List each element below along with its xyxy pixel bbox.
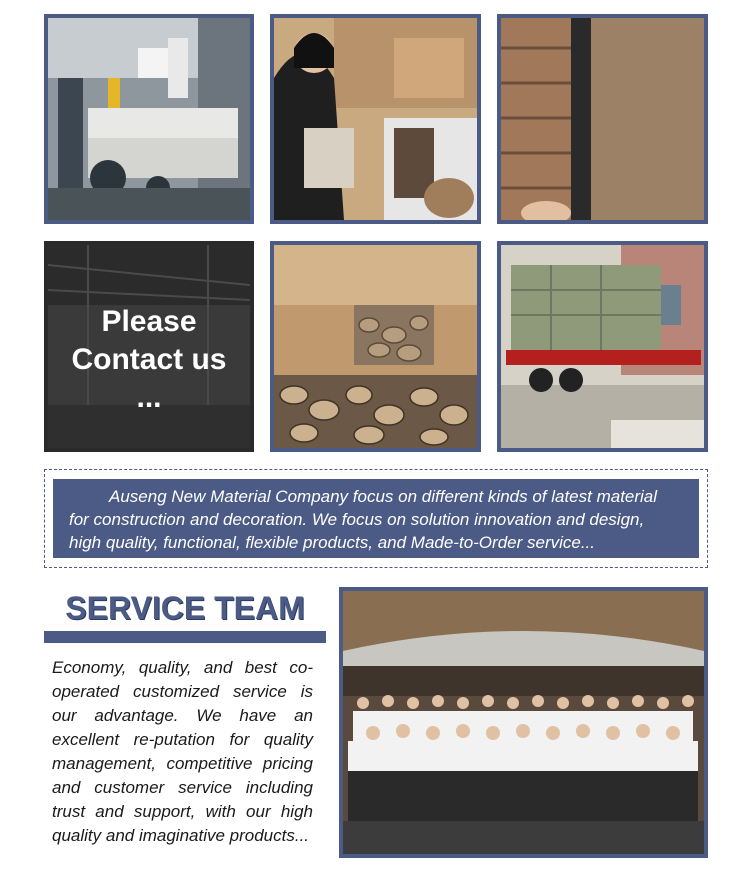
loaded-truck-photo [497,241,708,452]
contact-line-please: Please [101,305,197,338]
company-banner-frame [44,469,708,568]
contact-line-ellipsis: ... [136,381,162,414]
service-team-title: SERVICE TEAM [65,590,305,626]
company-banner [53,479,699,558]
banner-line-3: high quality, functional, flexible products, and Made-to-Order service... [69,533,596,552]
banner-line-2: for construction and decoration. We focus on solution innovation and design, [69,510,645,529]
contact-line-contact-us: Contact us [71,343,227,376]
service-description: Economy, quality, and best co-operated customized service is our advantage. We have an excellent re-putation for quality management, competitive pricing and customer service including trust and support, with our high quality and imaginative products... [52,658,313,845]
title-underline-bar [44,631,326,643]
service-team-photo [339,587,708,858]
contact-us-text[interactable] [48,303,250,417]
worker-packing-photo [270,14,481,224]
factory-machine-photo [44,14,254,224]
contact-us-panel[interactable] [44,241,254,452]
banner-line-1: Auseng New Material Company focus on different kinds of latest material [109,487,658,506]
stone-panel-closeup-photo [497,14,708,224]
stone-trays-photo [270,241,481,452]
